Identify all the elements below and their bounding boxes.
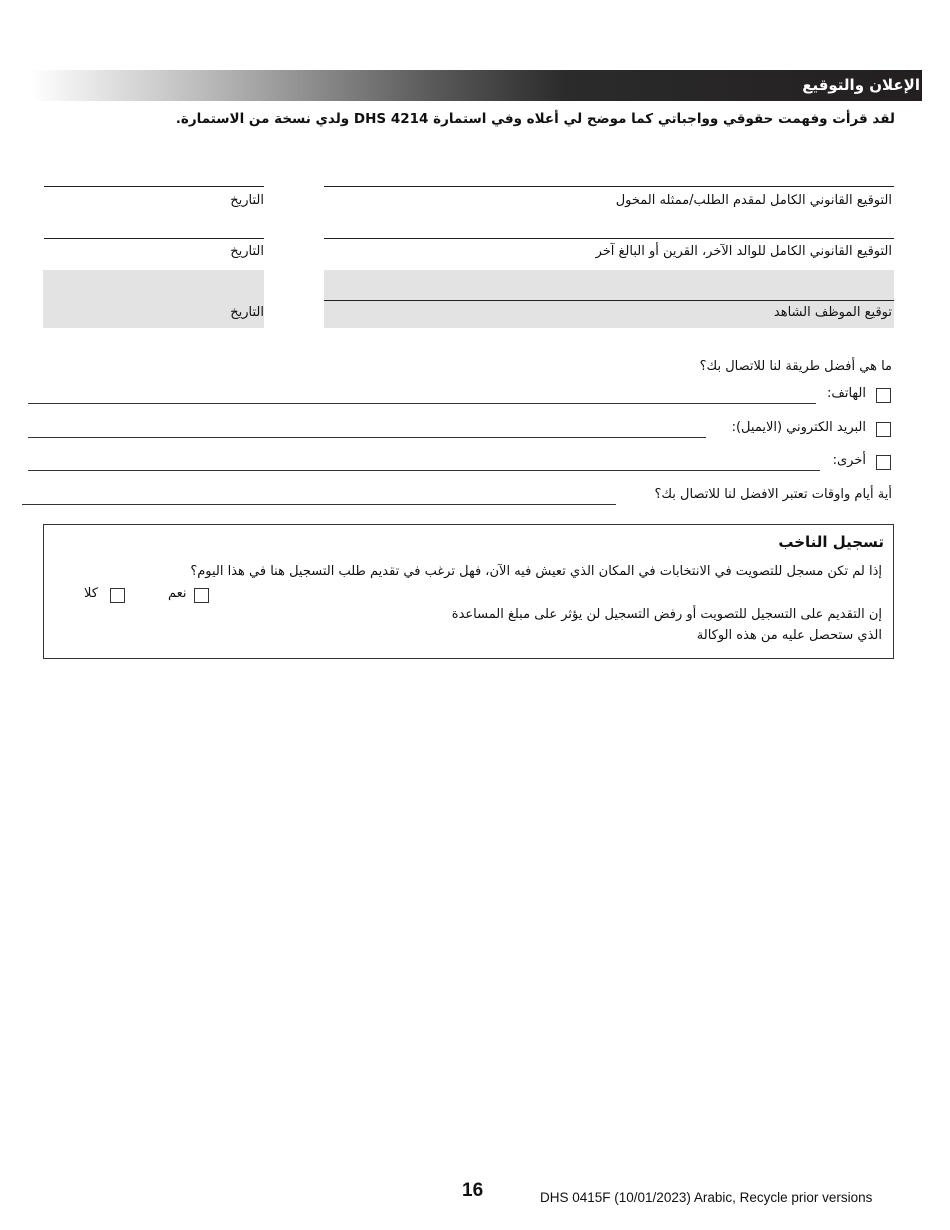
section-title: الإعلان والتوقيع bbox=[802, 76, 920, 94]
staff-gap bbox=[264, 270, 324, 328]
applicant-signature-line[interactable] bbox=[324, 186, 894, 187]
email-checkbox[interactable] bbox=[876, 422, 891, 437]
best-times-question: أية أيام واوقات تعتبر الافضل لنا للاتصال بك؟ bbox=[654, 487, 892, 502]
email-input-line[interactable] bbox=[28, 437, 706, 438]
staff-signature-line[interactable] bbox=[324, 300, 894, 301]
applicant-signature-label: التوقيع القانوني الكامل لمقدم الطلب/ممثله المخول bbox=[615, 193, 892, 208]
best-times-input-line[interactable] bbox=[22, 504, 616, 505]
staff-date-label: التاريخ bbox=[230, 305, 264, 320]
other-contact-label: أخرى: bbox=[832, 453, 866, 468]
voter-question: إذا لم تكن مسجل للتصويت في الانتخابات في المكان الذي تعيش فيه الآن، فهل ترغب في تقديم طلب التسجيل هنا في هذا اليوم؟ bbox=[190, 564, 882, 579]
voter-yes-checkbox[interactable] bbox=[194, 588, 209, 603]
other-parent-signature-label: التوقيع القانوني الكامل للوالد الآخر، القرين أو البالغ آخر bbox=[595, 244, 892, 259]
staff-signature-label: توقيع الموظف الشاهد bbox=[773, 305, 892, 320]
voter-registration-title: تسجيل الناخب bbox=[778, 533, 884, 551]
other-contact-input-line[interactable] bbox=[28, 470, 820, 471]
other-parent-signature-line[interactable] bbox=[324, 238, 894, 239]
staff-signature-area bbox=[43, 270, 894, 328]
voter-no-label: كلا bbox=[84, 586, 98, 601]
voter-yes-label: نعم bbox=[168, 586, 187, 601]
voter-no-checkbox[interactable] bbox=[110, 588, 125, 603]
declaration-text: لقد قرأت وفهمت حقوقي وواجباتي كما موضح لي أعلاه وفي استمارة DHS 4214 ولدي نسخة من الاستمارة. bbox=[175, 111, 895, 127]
section-header-bar bbox=[30, 70, 922, 101]
voter-note-line1: إن التقديم على التسجيل للتصويت أو رفض التسجيل لن يؤثر على مبلغ المساعدة bbox=[451, 607, 882, 622]
other-parent-date-label: التاريخ bbox=[230, 244, 264, 259]
email-label: البريد الكتروني (الايميل): bbox=[731, 420, 866, 435]
page-number: 16 bbox=[462, 1180, 484, 1201]
phone-input-line[interactable] bbox=[28, 403, 816, 404]
contact-question: ما هي أفضل طريقة لنا للاتصال بك؟ bbox=[699, 359, 892, 374]
form-code: DHS 0415F (10/01/2023) Arabic, Recycle prior versions bbox=[540, 1190, 873, 1205]
applicant-date-line[interactable] bbox=[44, 186, 264, 187]
applicant-date-label: التاريخ bbox=[230, 193, 264, 208]
other-contact-checkbox[interactable] bbox=[876, 455, 891, 470]
phone-label: الهاتف: bbox=[827, 386, 866, 401]
other-parent-date-line[interactable] bbox=[44, 238, 264, 239]
voter-note-line2: الذي ستحصل عليه من هذه الوكالة bbox=[696, 628, 882, 643]
phone-checkbox[interactable] bbox=[876, 388, 891, 403]
